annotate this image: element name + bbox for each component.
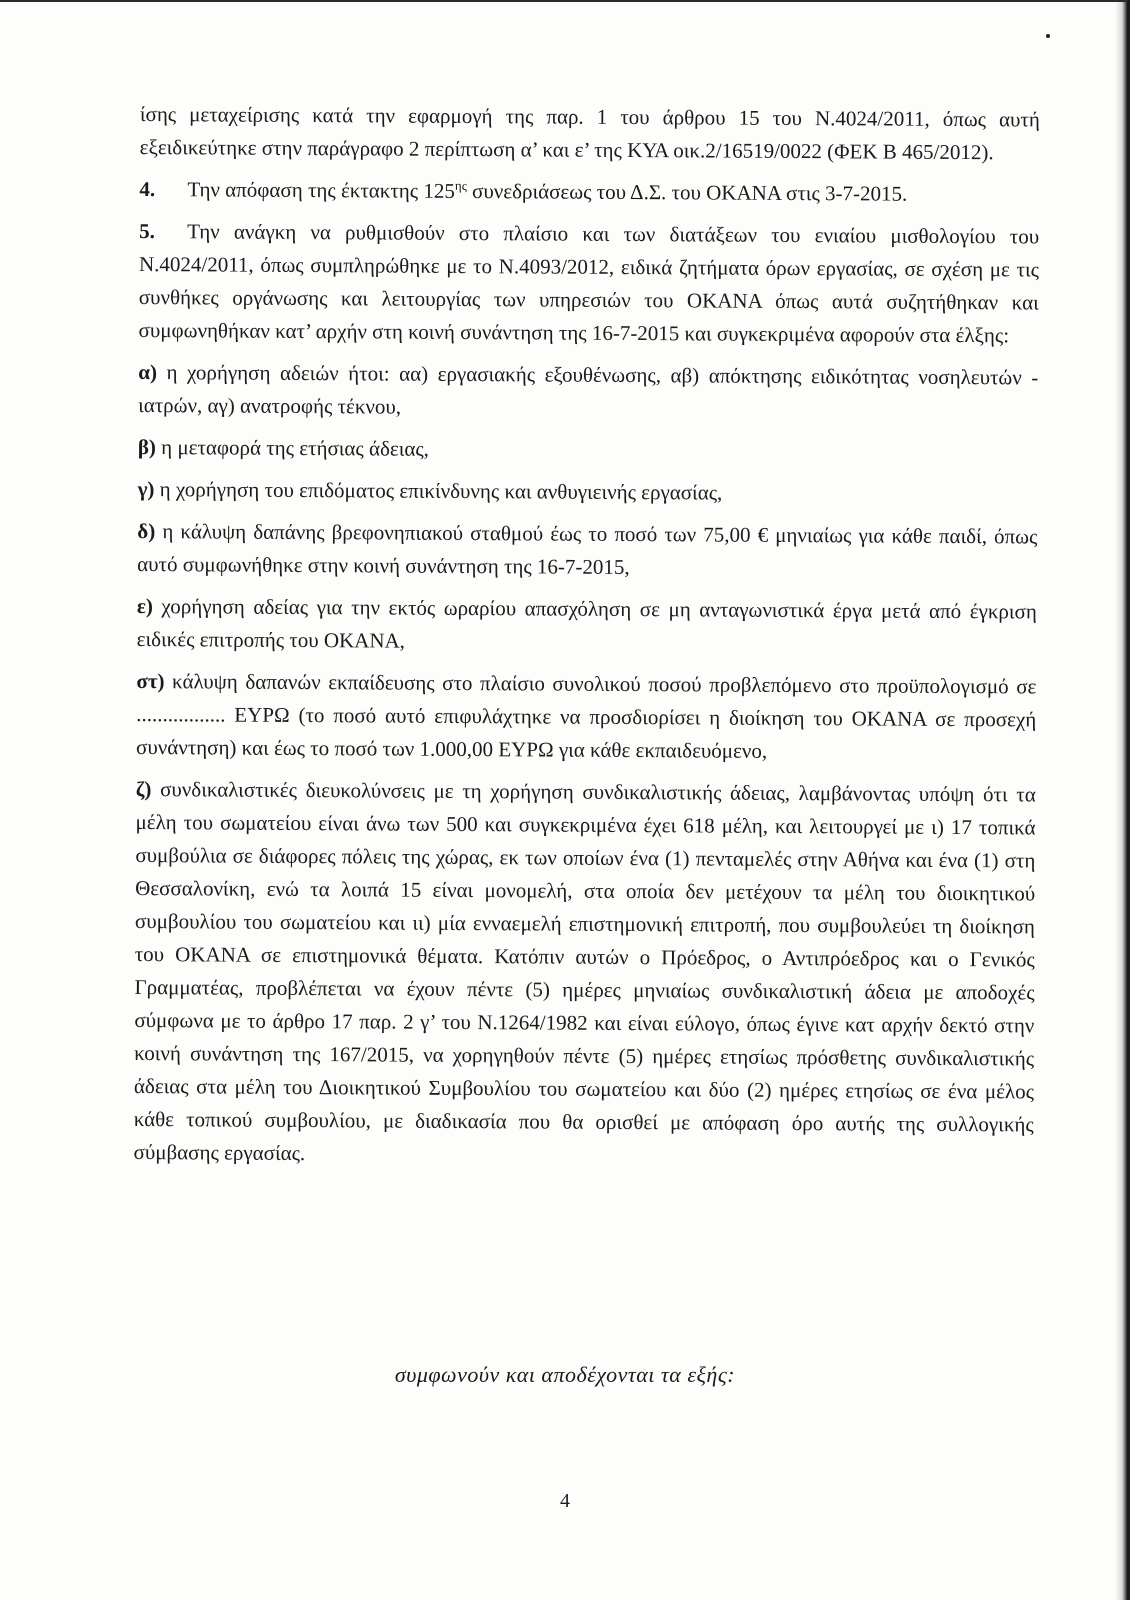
item-4-text-after: συνεδριάσεως του Δ.Σ. του ΟΚΑΝΑ στις 3-7-2015. <box>466 178 908 206</box>
subitem-e <box>137 590 1037 661</box>
subitem-b <box>138 431 1038 469</box>
closing-statement: συμφωνούν και αποδέχονται τα εξής: <box>394 1362 736 1387</box>
subitem-a-text: η χορήγηση αδειών ήτοι: αα) εργασιακής εξουθένωσης, αβ) απόκτησης ειδικότητας νοσηλευτών - ιατρών, αγ) ανατροφής τέκνου, <box>138 360 1039 419</box>
item-5-number: 5. <box>139 218 156 244</box>
scan-speck <box>1046 34 1050 38</box>
item-4-text-before: Την απόφαση της έκτακτης 125 <box>187 177 455 203</box>
item-5-text: Την ανάγκη να ρυθμισθούν στο πλαίσιο και των διατάξεων του ενιαίου μισθολογίου του Ν.4024/2011, όπως συμπληρώθηκε με το Ν.4093/2012, ειδικά ζητήματα όρων εργασίας, σε σχέση με τις συνθήκες οργάνωσης και λειτουργίας των υπηρεσιών του ΟΚΑΝΑ όπως αυτά συζητήθηκαν και συμφωνηθήκαν κατ’ αρχήν στη κοινή συνάντηση της 16-7-2015 και συγκεκριμένα αφορούν στα έλξης: <box>138 219 1040 348</box>
subitem-a-label: α) <box>138 359 158 385</box>
subitem-d-text: η κάλυψη δαπάνης βρεφονηπιακού σταθμού έως το ποσό των 75,00 € μηνιαίως για κάθε παιδί, όπως αυτό συμφωνήθηκε στην κοινή συνάντηση της 16-7-2015, <box>137 519 1038 580</box>
subitem-st <box>136 665 1037 769</box>
subitem-d <box>137 515 1037 586</box>
subitem-b-text: η μεταφορά της ετήσιας άδειας, <box>155 435 430 461</box>
document-body <box>133 98 1040 1183</box>
subitem-c-label: γ) <box>137 476 155 502</box>
intro-paragraph: ίσης μεταχείρισης κατά την εφαρμογή της παρ. 1 του άρθρου 15 του Ν.4024/2011, όπως αυτή εξειδικεύτηκε στην παράγραφο 2 περίπτωση α’ και ε’ της ΚΥΑ οικ.2/16519/0022 (ΦΕΚ Β 465/2012). <box>139 101 1040 165</box>
subitem-z-text: συνδικαλιστικές διευκολύνσεις με τη χορήγηση συνδικαλιστικής άδειας, λαμβάνοντας υπόψη ότι τα μέλη του σωματείου είναι άνω των 500 και συγκεκριμένα έχει 618 μέλη, και λειτουργεί με ι) 17 τοπικά συμβούλια σε διάφορες πόλεις της χώρας, εκ των οποίων ένα (1) πενταμελές στην Αθήνα και ένα (1) στη Θεσσαλονίκη, ενώ τα λοιπά 15 είναι μονομελή, στα οποία δεν μετέχουν τα μέλη του διοικητικού συμβουλίου του σωματείου και ιι) μία ενναεμελή επιστημονική επιτροπή, που συμβουλεύει τη διοίκηση του ΟΚΑΝΑ σε επιστημονικά θέματα. Κατόπιν αυτών ο Πρόεδρος, ο Αντιπρόεδρος και ο Γενικός Γραμματέας, προβλέπεται να έχουν πέντε (5) ημέρες μηνιαίως συνδικαλιστική άδεια με αποδοχές σύμφωνα με το άρθρο 17 παρ. 2 γ’ του Ν.1264/1982 και είναι εύλογο, όπως έγινε κατ αρχήν δεκτό στην κοινή συνάντηση της 167/2015, να χορηγηθούν πέντε (5) ημέρες ετησίως πρόσθετης συνδικαλιστικής άδειας στα μέλη του Διοικητικού Συμβουλίου του σωματείου και δύο (2) ημέρες ετησίως σε ένα μέλος κάθε τοπικού συμβουλίου, με διαδικασία που θα ορισθεί με απόφαση όρο αυτής της συλλογικής σύμβασης εργασίας. <box>133 777 1036 1166</box>
subitem-z-label: ζ) <box>135 776 152 802</box>
subitem-d-label: δ) <box>137 518 156 544</box>
subitem-c <box>138 473 1038 511</box>
page-number: 4 <box>560 1490 570 1512</box>
subitem-c-text: η χορήγηση του επιδόματος επικίνδυνης και ανθυγιεινής εργασίας, <box>154 477 723 505</box>
scan-edge-shadow <box>1115 2 1127 1600</box>
item-5-paragraph <box>138 215 1039 352</box>
item-4-number: 4. <box>139 176 156 202</box>
subitem-z <box>133 773 1035 1174</box>
subitem-b-label: β) <box>137 434 157 460</box>
subitem-e-text: χορήγηση αδείας για την εκτός ωραρίου απασχόληση σε μη ανταγωνιστικά έργα μετά από έγκριση ειδικές επιτροπής του ΟΚΑΝΑ, <box>136 594 1037 653</box>
item-4-paragraph <box>139 173 1039 211</box>
subitem-a <box>138 356 1038 427</box>
subitem-st-label: στ) <box>136 668 165 694</box>
subitem-e-label: ε) <box>136 593 153 619</box>
item-4-superscript: ης <box>454 177 467 193</box>
subitem-st-text: κάλυψη δαπανών εκπαίδευσης στο πλαίσιο συνολικού ποσού προβλεπόμενο στο προϋπολογισμό σε ................. ΕΥΡΩ (το ποσό αυτό επιφυλάχτηκε να προσδιορίσει η διοίκηση του ΟΚΑΝΑ σε προσεχή συνάντηση) και έως το ποσό των 1.000,00 ΕΥΡΩ για κάθε εκπαιδευόμενο, <box>135 669 1037 763</box>
